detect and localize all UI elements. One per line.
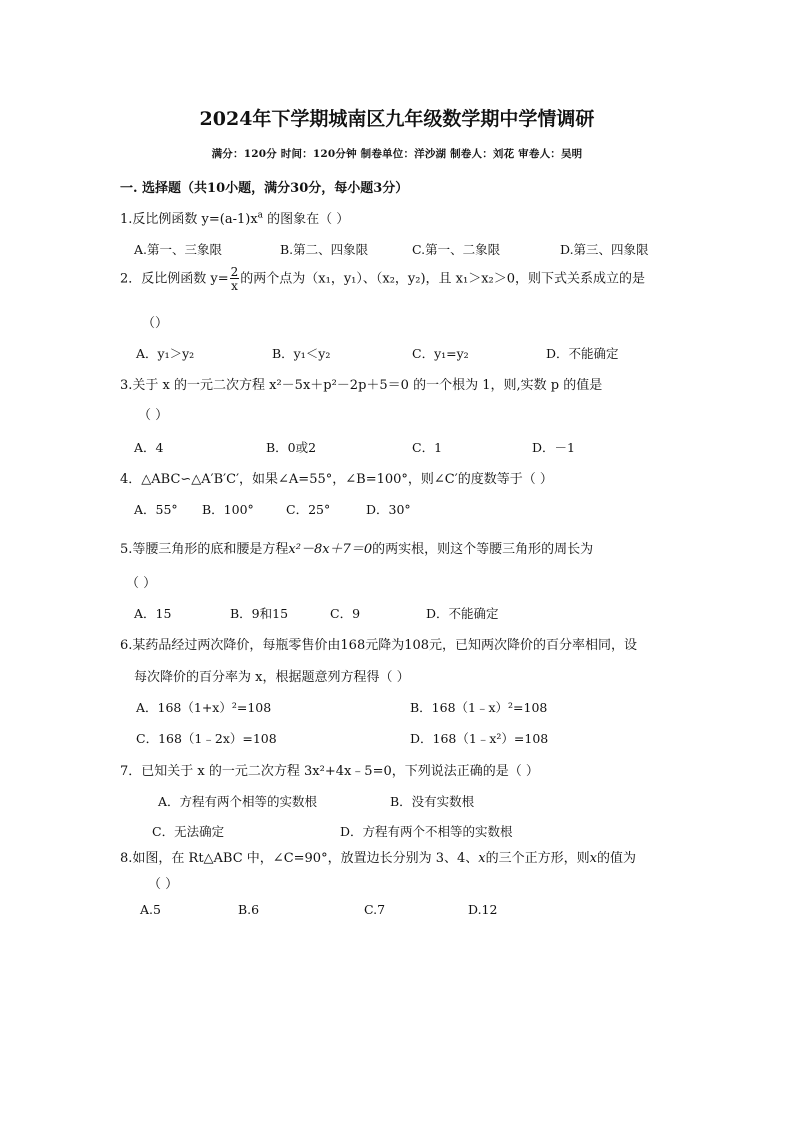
question-1-option-d: D.第三、四象限 [560,242,649,257]
question-5-stem: 5.等腰三角形的底和腰是方程x²－8x＋7＝0的两实根，则这个等腰三角形的周长为 [120,542,594,557]
question-1-option-c: C.第一、二象限 [412,242,501,257]
question-1-stem: 1.反比例函数 $y=(a-1)x^a$ 的图象在（ ） [120,210,350,227]
question-2-option-b: B．y₁＜y₂ [272,346,331,361]
question-5-option-b: B．9和15 [230,606,289,621]
question-6-option-d: D．168（1﹣x²）=108 [410,731,549,746]
question-5-option-d: D．不能确定 [426,606,499,621]
question-5-option-c: C．9 [330,606,361,621]
question-8-option-b: B.6 [238,902,260,917]
question-3-option-b: B．0或2 [266,440,317,455]
question-7-option-b: B．没有实数根 [390,794,475,809]
question-4-option-d: D．30° [366,502,411,517]
question-7-option-d: D．方程有两个不相等的实数根 [340,824,513,839]
section-heading: 一. 选择题（共10小题，满分30分，每小题3分） [120,181,409,196]
question-3-stem: 3.关于 x 的一元二次方程 x²－5x＋p²－2p＋5＝0 的一个根为 1，则,实数 p 的值是 [120,378,603,393]
question-2-stem: 2．反比例函数 y= $\frac{2}{x}$ 的两个点为（x₁，y₁）、（x₂，y₂)，且 x₁＞x₂＞0，则下式关系成立的是 [120,265,646,293]
question-8-stem: 8.如图，在 Rt△ABC 中，∠C=90°，放置边长分别为 3、4、x的三个正方形，则x的值为 [120,851,636,866]
question-4-option-b: B．100° [202,502,254,517]
question-7-stem: 7．已知关于 x 的一元二次方程 3x²+4x﹣5=0，下列说法正确的是（ ） [120,764,539,779]
question-4-option-a: A．55° [134,502,178,517]
question-3-option-c: C．1 [412,440,443,455]
page-title: 2024年下学期城南区九年级数学期中学情调研 [199,108,595,130]
question-1-option-b: B.第二、四象限 [280,242,369,257]
exam-info: 满分：120分 时间：120分钟 制卷单位：洋沙湖 制卷人：刘花 审卷人：吴明 [211,148,583,160]
question-3-paren: （ ） [138,408,169,423]
question-2-paren: （） [142,316,169,331]
question-5-paren: （ ） [126,576,157,591]
question-4-option-c: C．25° [286,502,331,517]
question-6-stem-cont: 每次降价的百分率为 x，根据题意列方程得（ ） [134,670,410,685]
question-6-option-c: C．168（1﹣2x）=108 [136,731,277,746]
question-4-stem: 4．△ABC∽△A′B′C′，如果∠A=55°，∠B=100°，则∠C′的度数等于（ ） [120,472,553,487]
question-2-option-a: A．y₁＞y₂ [136,346,195,361]
question-7-option-a: A．方程有两个相等的实数根 [158,794,318,809]
question-6-stem: 6.某药品经过两次降价，每瓶零售价由168元降为108元，已知两次降价的百分率相同，设 [120,638,638,653]
question-2-option-d: D．不能确定 [546,346,619,361]
question-6-option-a: A．168（1+x）²=108 [136,700,272,715]
question-3-option-a: A．4 [134,440,164,455]
question-8-paren: （ ） [148,877,179,892]
question-3-option-d: D．－1 [532,440,575,455]
question-8-option-d: D.12 [468,902,498,917]
question-7-option-c: C．无法确定 [152,824,225,839]
question-8-option-c: C.7 [364,902,386,917]
fraction: $\frac{2}{x}$ [230,265,239,293]
equation: x²－8x＋7＝0 [288,542,373,557]
question-5-option-a: A．15 [134,606,172,621]
question-1-option-a: A.第一、三象限 [134,242,223,257]
question-6-option-b: B．168（1﹣x）²=108 [410,700,548,715]
question-2-option-c: C．y₁=y₂ [412,346,469,361]
question-8-option-a: A.5 [140,902,161,917]
